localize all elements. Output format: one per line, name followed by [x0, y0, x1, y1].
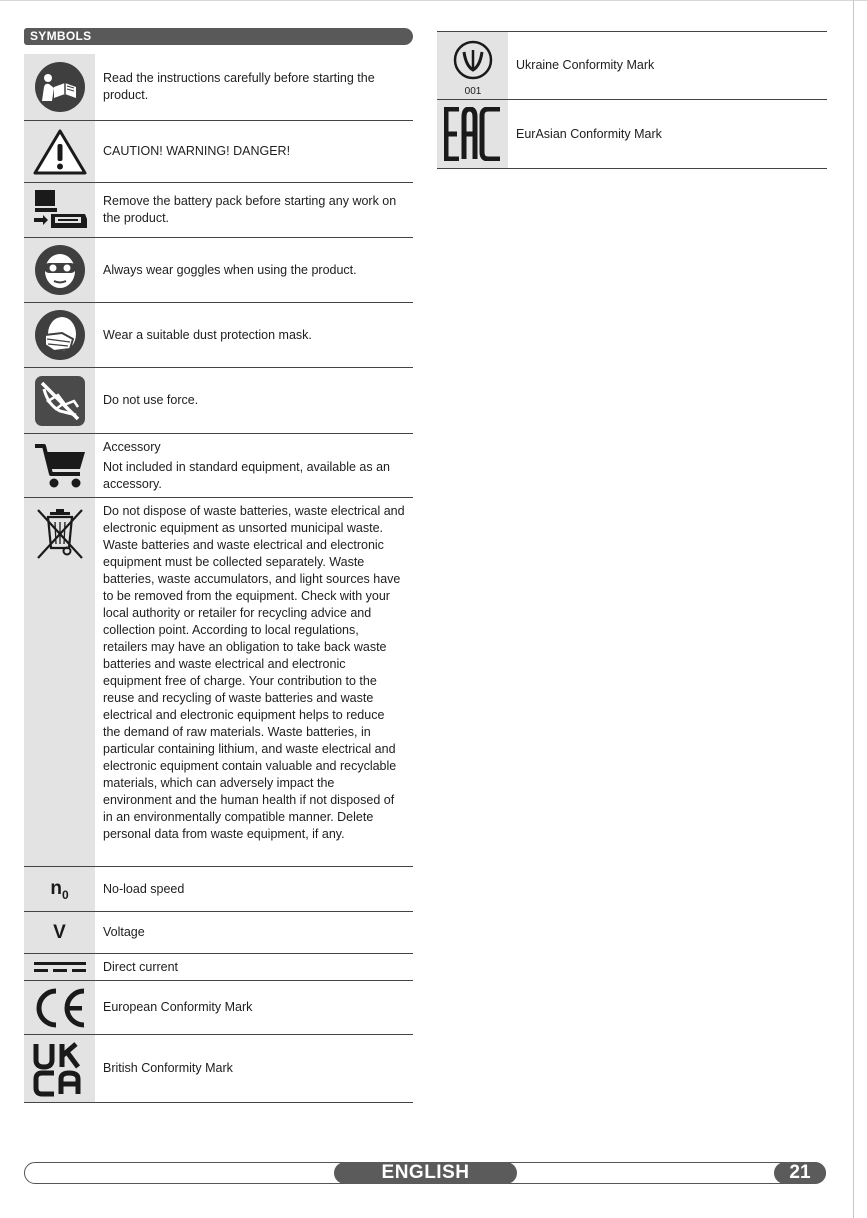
- symbol-row-no-force: [24, 368, 413, 434]
- no-load-speed-symbol: [24, 867, 95, 911]
- no-force-icon: [24, 368, 95, 433]
- accessory-note: Not included in standard equipment, available as an accessory.: [103, 459, 390, 491]
- symbol-row-no-load-speed: [24, 867, 413, 912]
- symbol-row-goggles: [24, 238, 413, 303]
- symbol-description: Always wear goggles when using the product.: [103, 262, 357, 277]
- shopping-cart-icon: [24, 434, 95, 497]
- page-top-border: [0, 0, 867, 1]
- symbol-description: EurAsian Conformity Mark: [516, 126, 662, 141]
- remove-battery-icon: [24, 183, 95, 237]
- voltage-glyph: V: [53, 921, 66, 943]
- symbol-description: Remove the battery pack before starting any work on the product.: [103, 194, 397, 225]
- symbol-row-eac: [437, 100, 827, 169]
- accessory-title: Accessory: [103, 439, 161, 454]
- no-load-speed-glyph: n: [50, 878, 62, 899]
- ukraine-mark-icon: [437, 32, 508, 99]
- read-manual-icon: [24, 54, 95, 120]
- page-right-border: [853, 0, 854, 1218]
- ukca-mark-icon: [24, 1035, 95, 1102]
- eac-mark-icon: [437, 100, 508, 168]
- symbol-row-accessory: [24, 434, 413, 498]
- symbol-row-ce: [24, 981, 413, 1035]
- symbol-row-read-manual: [24, 54, 413, 121]
- symbol-description: No-load speed: [103, 881, 185, 896]
- symbol-description: Do not dispose of waste batteries, waste electrical and electronic equipment as unsorted municipal waste. Waste batteries and waste electrical and electronic equipment must be collected separately. Waste batteries, waste accumulators, and light sources have to be removed from the equipment. Check with your local authority or retailer for recycling advice and collection point. According to local regulations, retailers may have an obligation to take back waste batteries and waste electrical and electronic equipment free of charge. Your contribution to the reuse and recycling of waste batteries and waste electrical and electronic equipment helps to reduce the demand of raw materials. Waste batteries, in particular containing lithium, and waste electrical and electronic equipment contain valuable and recyclable materials, which can adversely impact the environment and the human health if not disposed of in an environmentally compatible manner. Delete personal data from waste equipment, if any.: [103, 504, 405, 841]
- symbol-row-weee: [24, 498, 413, 867]
- no-load-speed-subscript: 0: [61, 888, 69, 902]
- ce-mark-icon: [24, 981, 95, 1034]
- section-title: SYMBOLS: [24, 28, 413, 45]
- direct-current-icon: [24, 954, 95, 980]
- dust-mask-icon: [24, 303, 95, 367]
- symbol-description: Read the instructions carefully before starting the product.: [103, 71, 375, 102]
- symbol-description: European Conformity Mark: [103, 1000, 253, 1014]
- warning-triangle-icon: [24, 121, 95, 182]
- ukraine-mark-number: 001: [464, 85, 481, 96]
- symbol-row-ukraine: [437, 32, 827, 100]
- symbol-row-direct-current: [24, 954, 413, 981]
- symbol-description: Wear a suitable dust protection mask.: [103, 327, 312, 342]
- symbol-row-warning: [24, 121, 413, 183]
- symbol-row-voltage: [24, 912, 413, 954]
- goggles-icon: [24, 238, 95, 302]
- symbol-description: Voltage: [103, 925, 145, 939]
- symbol-description: CAUTION! WARNING! DANGER!: [103, 144, 291, 158]
- page-number: 21: [774, 1162, 826, 1184]
- symbol-description: [95, 434, 413, 497]
- crossed-bin-icon: [24, 498, 95, 866]
- symbol-row-remove-battery: [24, 183, 413, 238]
- symbols-table-right: [437, 31, 827, 169]
- symbol-description: Ukraine Conformity Mark: [516, 58, 655, 72]
- symbol-description: Direct current: [103, 959, 179, 974]
- symbol-row-dust-mask: [24, 303, 413, 368]
- symbol-row-ukca: [24, 1035, 413, 1103]
- voltage-symbol: [24, 912, 95, 953]
- symbol-description: Do not use force.: [103, 393, 199, 407]
- footer-language-label: ENGLISH: [334, 1162, 517, 1184]
- symbol-description: British Conformity Mark: [103, 1061, 233, 1075]
- symbols-table-left: [24, 54, 413, 1103]
